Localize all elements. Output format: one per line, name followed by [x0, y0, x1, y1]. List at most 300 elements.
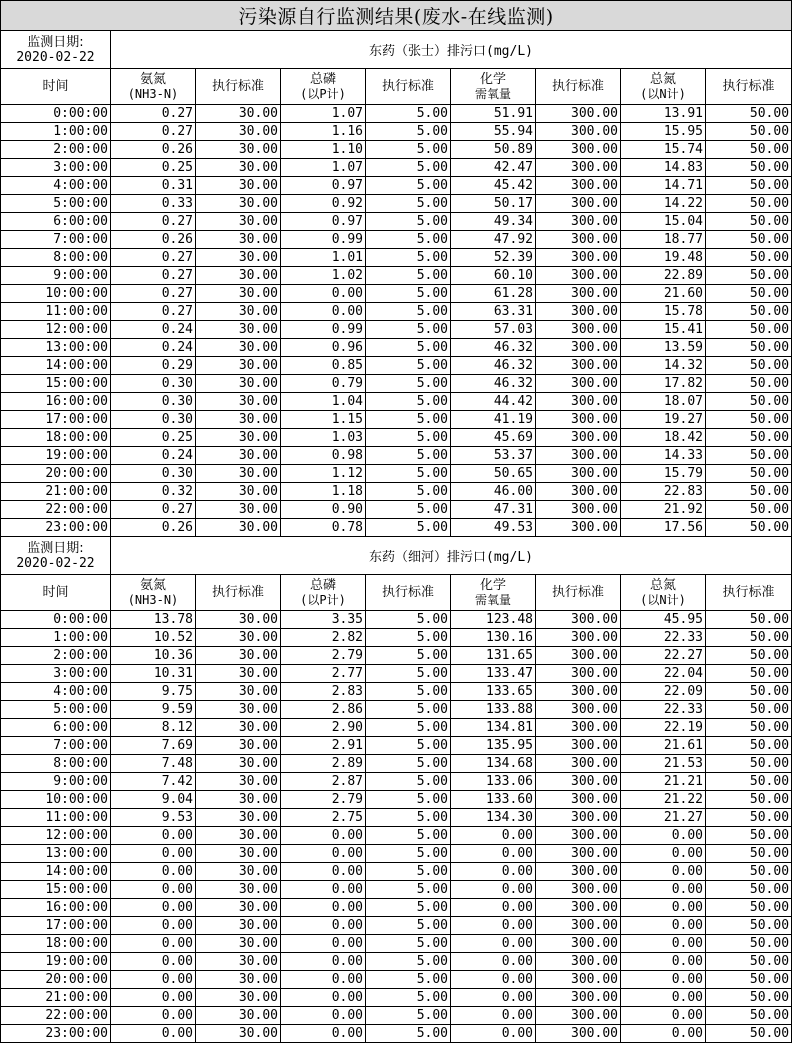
table-row — [1, 737, 792, 755]
value-cell: 9.04 — [111, 791, 196, 809]
time-cell: 1:00:00 — [1, 629, 111, 647]
value-cell: 0.00 — [451, 863, 536, 881]
value-cell: 50.00 — [706, 809, 792, 827]
table-row — [1, 249, 792, 267]
value-cell: 300.00 — [536, 465, 621, 483]
table-row — [1, 917, 792, 935]
value-cell: 13.59 — [621, 339, 706, 357]
value-cell: 50.00 — [706, 971, 792, 989]
time-cell: 2:00:00 — [1, 647, 111, 665]
value-cell: 0.00 — [621, 989, 706, 1007]
value-cell: 46.32 — [451, 375, 536, 393]
value-cell: 50.00 — [706, 195, 792, 213]
value-cell: 5.00 — [366, 827, 451, 845]
header-line-1: 时间 — [42, 584, 69, 600]
value-cell: 30.00 — [196, 285, 281, 303]
value-cell: 22.19 — [621, 719, 706, 737]
column-header — [451, 575, 536, 611]
value-cell: 50.65 — [451, 465, 536, 483]
value-cell: 50.00 — [706, 303, 792, 321]
time-cell: 15:00:00 — [1, 375, 111, 393]
value-cell: 2.87 — [281, 773, 366, 791]
value-cell: 300.00 — [536, 665, 621, 683]
value-cell: 50.00 — [706, 393, 792, 411]
value-cell: 0.00 — [451, 917, 536, 935]
value-cell: 0.00 — [281, 899, 366, 917]
value-cell: 0.99 — [281, 321, 366, 339]
value-cell: 50.00 — [706, 177, 792, 195]
report-title: 污染源自行监测结果(废水-在线监测) — [1, 1, 792, 31]
header-line-1: 执行标准 — [551, 584, 604, 600]
value-cell: 300.00 — [536, 989, 621, 1007]
value-cell: 22.27 — [621, 647, 706, 665]
value-cell: 0.27 — [111, 105, 196, 123]
value-cell: 300.00 — [536, 611, 621, 629]
time-cell: 13:00:00 — [1, 845, 111, 863]
value-cell: 21.92 — [621, 501, 706, 519]
value-cell: 0.90 — [281, 501, 366, 519]
value-cell: 0.30 — [111, 393, 196, 411]
value-cell: 14.83 — [621, 159, 706, 177]
value-cell: 0.25 — [111, 429, 196, 447]
value-cell: 50.00 — [706, 105, 792, 123]
value-cell: 45.42 — [451, 177, 536, 195]
header-line-1: 执行标准 — [722, 78, 775, 94]
value-cell: 0.30 — [111, 375, 196, 393]
value-cell: 50.00 — [706, 935, 792, 953]
table-row — [1, 881, 792, 899]
value-cell: 7.48 — [111, 755, 196, 773]
value-cell: 5.00 — [366, 881, 451, 899]
value-cell: 44.42 — [451, 393, 536, 411]
value-cell: 300.00 — [536, 863, 621, 881]
outlet-name: 东药（张士）排污口(mg/L) — [111, 31, 792, 69]
value-cell: 50.00 — [706, 863, 792, 881]
column-header — [366, 69, 451, 105]
value-cell: 0.00 — [281, 881, 366, 899]
value-cell: 50.00 — [706, 213, 792, 231]
value-cell: 5.00 — [366, 321, 451, 339]
value-cell: 0.27 — [111, 213, 196, 231]
header-line-1: 氨氮 — [139, 577, 166, 593]
value-cell: 2.83 — [281, 683, 366, 701]
header-line-1: 时间 — [42, 78, 69, 94]
value-cell: 30.00 — [196, 647, 281, 665]
value-cell: 50.00 — [706, 989, 792, 1007]
value-cell: 14.32 — [621, 357, 706, 375]
value-cell: 30.00 — [196, 501, 281, 519]
value-cell: 50.00 — [706, 701, 792, 719]
column-header — [621, 69, 706, 105]
value-cell: 50.00 — [706, 519, 792, 537]
time-cell: 1:00:00 — [1, 123, 111, 141]
value-cell: 300.00 — [536, 249, 621, 267]
table-row — [1, 953, 792, 971]
time-cell: 14:00:00 — [1, 357, 111, 375]
value-cell: 300.00 — [536, 519, 621, 537]
table-row — [1, 971, 792, 989]
value-cell: 2.79 — [281, 647, 366, 665]
value-cell: 50.89 — [451, 141, 536, 159]
column-header — [281, 69, 366, 105]
table-row — [1, 755, 792, 773]
value-cell: 0.00 — [281, 953, 366, 971]
table-row — [1, 501, 792, 519]
value-cell: 0.00 — [281, 303, 366, 321]
table-row — [1, 231, 792, 249]
value-cell: 5.00 — [366, 899, 451, 917]
value-cell: 22.33 — [621, 629, 706, 647]
value-cell: 5.00 — [366, 845, 451, 863]
value-cell: 5.00 — [366, 809, 451, 827]
value-cell: 300.00 — [536, 719, 621, 737]
value-cell: 0.00 — [111, 917, 196, 935]
value-cell: 30.00 — [196, 683, 281, 701]
time-cell: 5:00:00 — [1, 701, 111, 719]
value-cell: 8.12 — [111, 719, 196, 737]
value-cell: 300.00 — [536, 285, 621, 303]
value-cell: 14.22 — [621, 195, 706, 213]
value-cell: 0.00 — [451, 935, 536, 953]
value-cell: 5.00 — [366, 465, 451, 483]
header-line-1: 执行标准 — [381, 78, 434, 94]
value-cell: 5.00 — [366, 267, 451, 285]
header-line-1: 执行标准 — [722, 584, 775, 600]
value-cell: 0.00 — [111, 881, 196, 899]
value-cell: 22.89 — [621, 267, 706, 285]
value-cell: 5.00 — [366, 483, 451, 501]
time-cell: 20:00:00 — [1, 971, 111, 989]
table-row — [1, 611, 792, 629]
column-header — [281, 575, 366, 611]
header-line-1: 执行标准 — [211, 584, 264, 600]
value-cell: 2.79 — [281, 791, 366, 809]
value-cell: 0.00 — [111, 845, 196, 863]
value-cell: 5.00 — [366, 773, 451, 791]
value-cell: 30.00 — [196, 105, 281, 123]
value-cell: 300.00 — [536, 1007, 621, 1025]
value-cell: 21.61 — [621, 737, 706, 755]
value-cell: 2.86 — [281, 701, 366, 719]
value-cell: 0.26 — [111, 231, 196, 249]
time-cell: 18:00:00 — [1, 429, 111, 447]
value-cell: 5.00 — [366, 303, 451, 321]
value-cell: 0.27 — [111, 249, 196, 267]
value-cell: 30.00 — [196, 375, 281, 393]
value-cell: 0.00 — [111, 935, 196, 953]
value-cell: 50.00 — [706, 881, 792, 899]
value-cell: 50.00 — [706, 755, 792, 773]
value-cell: 131.65 — [451, 647, 536, 665]
value-cell: 14.71 — [621, 177, 706, 195]
value-cell: 50.00 — [706, 845, 792, 863]
value-cell: 0.00 — [111, 953, 196, 971]
value-cell: 1.10 — [281, 141, 366, 159]
value-cell: 0.79 — [281, 375, 366, 393]
value-cell: 5.00 — [366, 791, 451, 809]
value-cell: 0.00 — [451, 881, 536, 899]
value-cell: 300.00 — [536, 267, 621, 285]
value-cell: 61.28 — [451, 285, 536, 303]
value-cell: 300.00 — [536, 791, 621, 809]
table-row — [1, 1007, 792, 1025]
value-cell: 30.00 — [196, 447, 281, 465]
column-header — [1, 575, 111, 611]
value-cell: 5.00 — [366, 629, 451, 647]
value-cell: 5.00 — [366, 393, 451, 411]
value-cell: 50.00 — [706, 899, 792, 917]
table-row — [1, 827, 792, 845]
value-cell: 300.00 — [536, 177, 621, 195]
value-cell: 50.00 — [706, 231, 792, 249]
value-cell: 46.32 — [451, 339, 536, 357]
time-cell: 16:00:00 — [1, 899, 111, 917]
value-cell: 30.00 — [196, 465, 281, 483]
value-cell: 50.00 — [706, 339, 792, 357]
value-cell: 18.07 — [621, 393, 706, 411]
header-line-1: 总磷 — [309, 71, 336, 87]
column-header — [621, 575, 706, 611]
value-cell: 0.00 — [451, 989, 536, 1007]
value-cell: 0.00 — [111, 1025, 196, 1043]
time-cell: 20:00:00 — [1, 465, 111, 483]
table-row — [1, 303, 792, 321]
value-cell: 5.00 — [366, 105, 451, 123]
value-cell: 22.33 — [621, 701, 706, 719]
value-cell: 50.17 — [451, 195, 536, 213]
column-header — [536, 69, 621, 105]
value-cell: 300.00 — [536, 447, 621, 465]
value-cell: 30.00 — [196, 1007, 281, 1025]
column-header — [111, 69, 196, 105]
time-cell: 6:00:00 — [1, 719, 111, 737]
value-cell: 30.00 — [196, 1025, 281, 1043]
value-cell: 0.26 — [111, 519, 196, 537]
value-cell: 30.00 — [196, 303, 281, 321]
value-cell: 300.00 — [536, 773, 621, 791]
value-cell: 0.00 — [281, 285, 366, 303]
table-row — [1, 483, 792, 501]
value-cell: 300.00 — [536, 105, 621, 123]
value-cell: 0.00 — [281, 971, 366, 989]
value-cell: 21.22 — [621, 791, 706, 809]
value-cell: 30.00 — [196, 845, 281, 863]
value-cell: 1.16 — [281, 123, 366, 141]
value-cell: 50.00 — [706, 429, 792, 447]
value-cell: 17.56 — [621, 519, 706, 537]
value-cell: 2.77 — [281, 665, 366, 683]
value-cell: 49.53 — [451, 519, 536, 537]
header-line-1: 总磷 — [309, 577, 336, 593]
value-cell: 30.00 — [196, 519, 281, 537]
table-row — [1, 105, 792, 123]
value-cell: 0.00 — [111, 1007, 196, 1025]
header-line-2: (以N计) — [640, 592, 686, 607]
time-cell: 17:00:00 — [1, 917, 111, 935]
value-cell: 0.00 — [281, 935, 366, 953]
value-cell: 30.00 — [196, 863, 281, 881]
value-cell: 0.00 — [451, 899, 536, 917]
time-cell: 4:00:00 — [1, 683, 111, 701]
value-cell: 5.00 — [366, 375, 451, 393]
value-cell: 50.00 — [706, 827, 792, 845]
value-cell: 133.88 — [451, 701, 536, 719]
value-cell: 49.34 — [451, 213, 536, 231]
header-line-1: 总氮 — [649, 577, 676, 593]
value-cell: 0.24 — [111, 321, 196, 339]
section-meta-row — [1, 31, 792, 69]
value-cell: 300.00 — [536, 701, 621, 719]
value-cell: 0.98 — [281, 447, 366, 465]
header-line-2: (以P计) — [300, 592, 346, 607]
table-row — [1, 285, 792, 303]
value-cell: 0.00 — [281, 845, 366, 863]
value-cell: 135.95 — [451, 737, 536, 755]
value-cell: 5.00 — [366, 611, 451, 629]
value-cell: 0.27 — [111, 303, 196, 321]
value-cell: 133.06 — [451, 773, 536, 791]
time-cell: 4:00:00 — [1, 177, 111, 195]
value-cell: 0.96 — [281, 339, 366, 357]
table-row — [1, 177, 792, 195]
time-cell: 9:00:00 — [1, 267, 111, 285]
value-cell: 1.18 — [281, 483, 366, 501]
value-cell: 30.00 — [196, 357, 281, 375]
value-cell: 21.53 — [621, 755, 706, 773]
table-row — [1, 665, 792, 683]
value-cell: 47.31 — [451, 501, 536, 519]
value-cell: 5.00 — [366, 411, 451, 429]
table-row — [1, 411, 792, 429]
value-cell: 5.00 — [366, 231, 451, 249]
value-cell: 0.97 — [281, 177, 366, 195]
time-cell: 7:00:00 — [1, 231, 111, 249]
value-cell: 300.00 — [536, 375, 621, 393]
value-cell: 0.00 — [621, 845, 706, 863]
value-cell: 0.00 — [621, 1025, 706, 1043]
value-cell: 50.00 — [706, 629, 792, 647]
value-cell: 45.95 — [621, 611, 706, 629]
value-cell: 15.04 — [621, 213, 706, 231]
column-header-row — [1, 575, 792, 611]
value-cell: 5.00 — [366, 141, 451, 159]
value-cell: 5.00 — [366, 285, 451, 303]
value-cell: 30.00 — [196, 989, 281, 1007]
value-cell: 5.00 — [366, 429, 451, 447]
value-cell: 17.82 — [621, 375, 706, 393]
value-cell: 123.48 — [451, 611, 536, 629]
value-cell: 0.27 — [111, 285, 196, 303]
value-cell: 0.00 — [621, 899, 706, 917]
value-cell: 50.00 — [706, 1025, 792, 1043]
value-cell: 18.77 — [621, 231, 706, 249]
value-cell: 21.21 — [621, 773, 706, 791]
value-cell: 5.00 — [366, 1007, 451, 1025]
value-cell: 50.00 — [706, 141, 792, 159]
value-cell: 0.00 — [451, 1007, 536, 1025]
value-cell: 0.00 — [451, 827, 536, 845]
time-cell: 21:00:00 — [1, 989, 111, 1007]
value-cell: 300.00 — [536, 809, 621, 827]
table-row — [1, 701, 792, 719]
value-cell: 0.00 — [451, 845, 536, 863]
value-cell: 5.00 — [366, 719, 451, 737]
value-cell: 50.00 — [706, 683, 792, 701]
value-cell: 0.85 — [281, 357, 366, 375]
value-cell: 30.00 — [196, 719, 281, 737]
header-line-1: 执行标准 — [381, 584, 434, 600]
time-cell: 2:00:00 — [1, 141, 111, 159]
date-label: 监测日期: — [27, 540, 84, 556]
value-cell: 9.75 — [111, 683, 196, 701]
time-cell: 11:00:00 — [1, 809, 111, 827]
header-line-1: 化学 — [479, 71, 506, 87]
value-cell: 300.00 — [536, 971, 621, 989]
value-cell: 5.00 — [366, 917, 451, 935]
header-line-2: 需氧量 — [474, 592, 511, 607]
value-cell: 30.00 — [196, 773, 281, 791]
value-cell: 1.02 — [281, 267, 366, 285]
value-cell: 30.00 — [196, 321, 281, 339]
value-cell: 30.00 — [196, 935, 281, 953]
time-cell: 14:00:00 — [1, 863, 111, 881]
value-cell: 30.00 — [196, 429, 281, 447]
value-cell: 2.75 — [281, 809, 366, 827]
column-header — [706, 69, 792, 105]
table-row — [1, 123, 792, 141]
value-cell: 300.00 — [536, 393, 621, 411]
value-cell: 0.27 — [111, 123, 196, 141]
column-header — [196, 575, 281, 611]
table-row — [1, 863, 792, 881]
column-header — [1, 69, 111, 105]
value-cell: 0.31 — [111, 177, 196, 195]
value-cell: 10.52 — [111, 629, 196, 647]
value-cell: 5.00 — [366, 683, 451, 701]
value-cell: 300.00 — [536, 213, 621, 231]
value-cell: 300.00 — [536, 501, 621, 519]
time-cell: 5:00:00 — [1, 195, 111, 213]
value-cell: 130.16 — [451, 629, 536, 647]
value-cell: 5.00 — [366, 665, 451, 683]
value-cell: 0.00 — [451, 953, 536, 971]
value-cell: 0.00 — [111, 899, 196, 917]
value-cell: 50.00 — [706, 917, 792, 935]
column-header — [196, 69, 281, 105]
header-line-2: 需氧量 — [474, 86, 511, 101]
table-row — [1, 791, 792, 809]
value-cell: 0.92 — [281, 195, 366, 213]
table-row — [1, 809, 792, 827]
value-cell: 30.00 — [196, 267, 281, 285]
time-cell: 19:00:00 — [1, 447, 111, 465]
value-cell: 22.83 — [621, 483, 706, 501]
value-cell: 30.00 — [196, 755, 281, 773]
value-cell: 1.04 — [281, 393, 366, 411]
value-cell: 7.69 — [111, 737, 196, 755]
value-cell: 5.00 — [366, 339, 451, 357]
value-cell: 52.39 — [451, 249, 536, 267]
value-cell: 0.24 — [111, 339, 196, 357]
time-cell: 13:00:00 — [1, 339, 111, 357]
value-cell: 30.00 — [196, 917, 281, 935]
value-cell: 0.00 — [281, 989, 366, 1007]
value-cell: 30.00 — [196, 665, 281, 683]
table-row — [1, 683, 792, 701]
value-cell: 5.00 — [366, 737, 451, 755]
value-cell: 18.42 — [621, 429, 706, 447]
table-row — [1, 935, 792, 953]
